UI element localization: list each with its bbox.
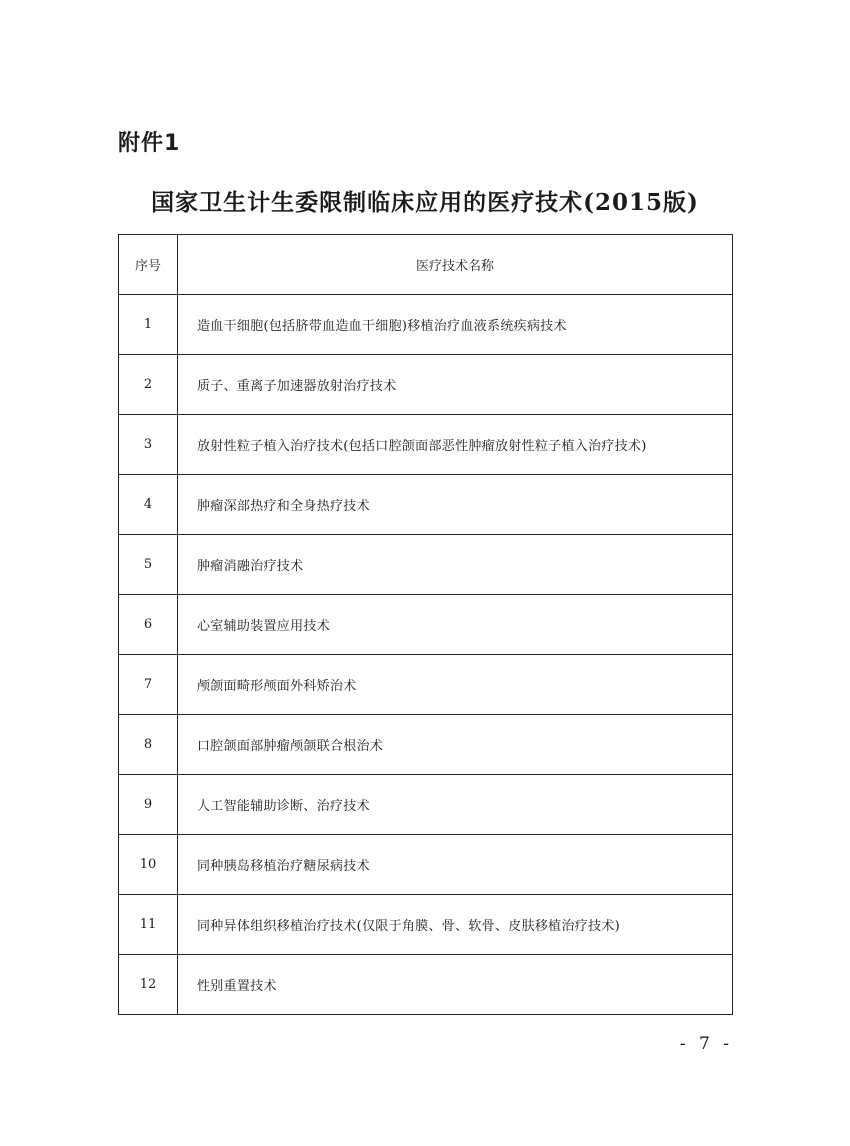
table-row — [119, 655, 733, 715]
document-title: 国家卫生计生委限制临床应用的医疗技术(2015版) — [151, 189, 699, 216]
row-number: 8 — [119, 715, 178, 775]
header-serial-number: 序号 — [119, 235, 178, 295]
table-row — [119, 355, 733, 415]
row-number: 4 — [119, 475, 178, 535]
table-row — [119, 415, 733, 475]
row-number: 9 — [119, 775, 178, 835]
row-number: 7 — [119, 655, 178, 715]
row-technology-name: 造血干细胞(包括脐带血造血干细胞)移植治疗血液系统疾病技术 — [178, 295, 733, 355]
row-number: 2 — [119, 355, 178, 415]
page-number: - 7 - — [679, 1034, 733, 1054]
table-row — [119, 535, 733, 595]
row-technology-name: 质子、重离子加速器放射治疗技术 — [178, 355, 733, 415]
row-technology-name: 同种胰岛移植治疗糖尿病技术 — [178, 835, 733, 895]
table-row — [119, 595, 733, 655]
row-technology-name: 颅颌面畸形颅面外科矫治术 — [178, 655, 733, 715]
medical-technology-table — [118, 234, 733, 1015]
table-row — [119, 295, 733, 355]
row-number: 1 — [119, 295, 178, 355]
row-technology-name: 同种异体组织移植治疗技术(仅限于角膜、骨、软骨、皮肤移植治疗技术) — [178, 895, 733, 955]
row-technology-name: 口腔颌面部肿瘤颅颌联合根治术 — [178, 715, 733, 775]
row-number: 12 — [119, 955, 178, 1015]
row-number: 5 — [119, 535, 178, 595]
table-row — [119, 895, 733, 955]
table-header-row — [119, 235, 733, 295]
table-row — [119, 715, 733, 775]
table-row — [119, 835, 733, 895]
row-number: 6 — [119, 595, 178, 655]
row-technology-name: 心室辅助装置应用技术 — [178, 595, 733, 655]
row-technology-name: 肿瘤深部热疗和全身热疗技术 — [178, 475, 733, 535]
row-number: 10 — [119, 835, 178, 895]
table-row — [119, 475, 733, 535]
header-technology-name: 医疗技术名称 — [178, 235, 733, 295]
row-technology-name: 人工智能辅助诊断、治疗技术 — [178, 775, 733, 835]
row-number: 3 — [119, 415, 178, 475]
row-number: 11 — [119, 895, 178, 955]
row-technology-name: 肿瘤消融治疗技术 — [178, 535, 733, 595]
table-row — [119, 955, 733, 1015]
row-technology-name: 放射性粒子植入治疗技术(包括口腔颌面部恶性肿瘤放射性粒子植入治疗技术) — [178, 415, 733, 475]
row-technology-name: 性别重置技术 — [178, 955, 733, 1015]
table-row — [119, 775, 733, 835]
attachment-label: 附件1 — [118, 131, 181, 156]
